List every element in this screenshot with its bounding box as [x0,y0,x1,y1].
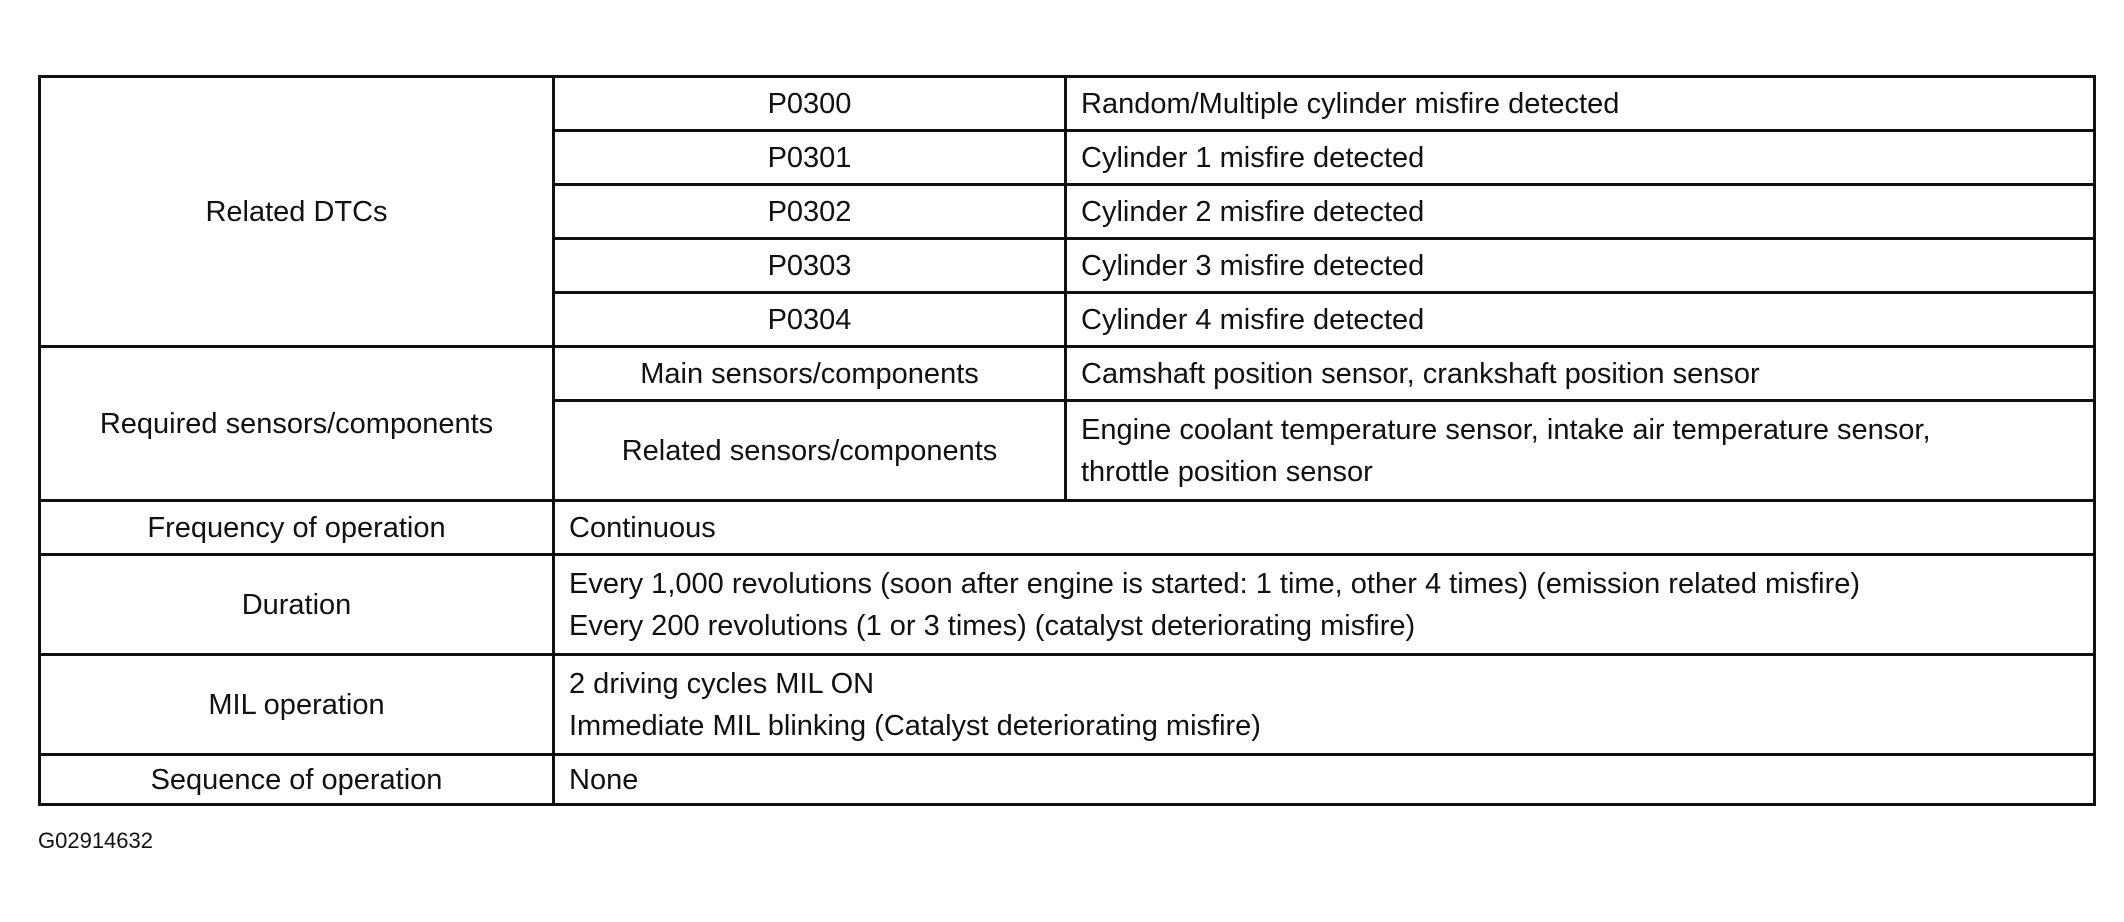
frequency-label: Frequency of operation [40,501,554,555]
related-dtcs-label: Related DTCs [40,77,554,347]
main-sensors-label: Main sensors/components [554,347,1066,401]
figure-id: G02914632 [38,828,153,853]
required-sensors-label: Required sensors/components [40,347,554,501]
table-row [40,347,2095,401]
table-row [40,555,2095,655]
related-sensors-label: Related sensors/components [554,401,1066,501]
dtc-description: Cylinder 3 misfire detected [1066,239,2095,293]
table-row [40,501,2095,555]
dtc-description: Cylinder 2 misfire detected [1066,185,2095,239]
table-row [40,755,2095,805]
mil-operation-line: 2 driving cycles MIL ON [569,667,875,700]
duration-line: Every 200 revolutions (1 or 3 times) (catalyst deteriorating misfire) [569,609,1416,642]
dtc-code: P0302 [554,185,1066,239]
sequence-value: None [554,755,2095,805]
mil-operation-line: Immediate MIL blinking (Catalyst deteriorating misfire) [569,709,1261,742]
frequency-value: Continuous [554,501,2095,555]
dtc-description: Cylinder 1 misfire detected [1066,131,2095,185]
duration-value [554,555,2095,655]
related-sensors-line: throttle position sensor [1081,455,1373,488]
monitor-description-table [38,75,2096,806]
main-sensors-value: Camshaft position sensor, crankshaft position sensor [1066,347,2095,401]
dtc-code: P0303 [554,239,1066,293]
dtc-code: P0304 [554,293,1066,347]
duration-label: Duration [40,555,554,655]
dtc-description: Random/Multiple cylinder misfire detected [1066,77,2095,131]
mil-operation-value [554,655,2095,755]
dtc-code: P0300 [554,77,1066,131]
table-row [40,655,2095,755]
mil-operation-label: MIL operation [40,655,554,755]
related-sensors-value [1066,401,2095,501]
related-sensors-line: Engine coolant temperature sensor, intake air temperature sensor, [1081,413,1931,446]
dtc-description: Cylinder 4 misfire detected [1066,293,2095,347]
sequence-label: Sequence of operation [40,755,554,805]
dtc-code: P0301 [554,131,1066,185]
duration-line: Every 1,000 revolutions (soon after engine is started: 1 time, other 4 times) (emission related misfire) [569,567,1861,600]
table-row [40,77,2095,131]
